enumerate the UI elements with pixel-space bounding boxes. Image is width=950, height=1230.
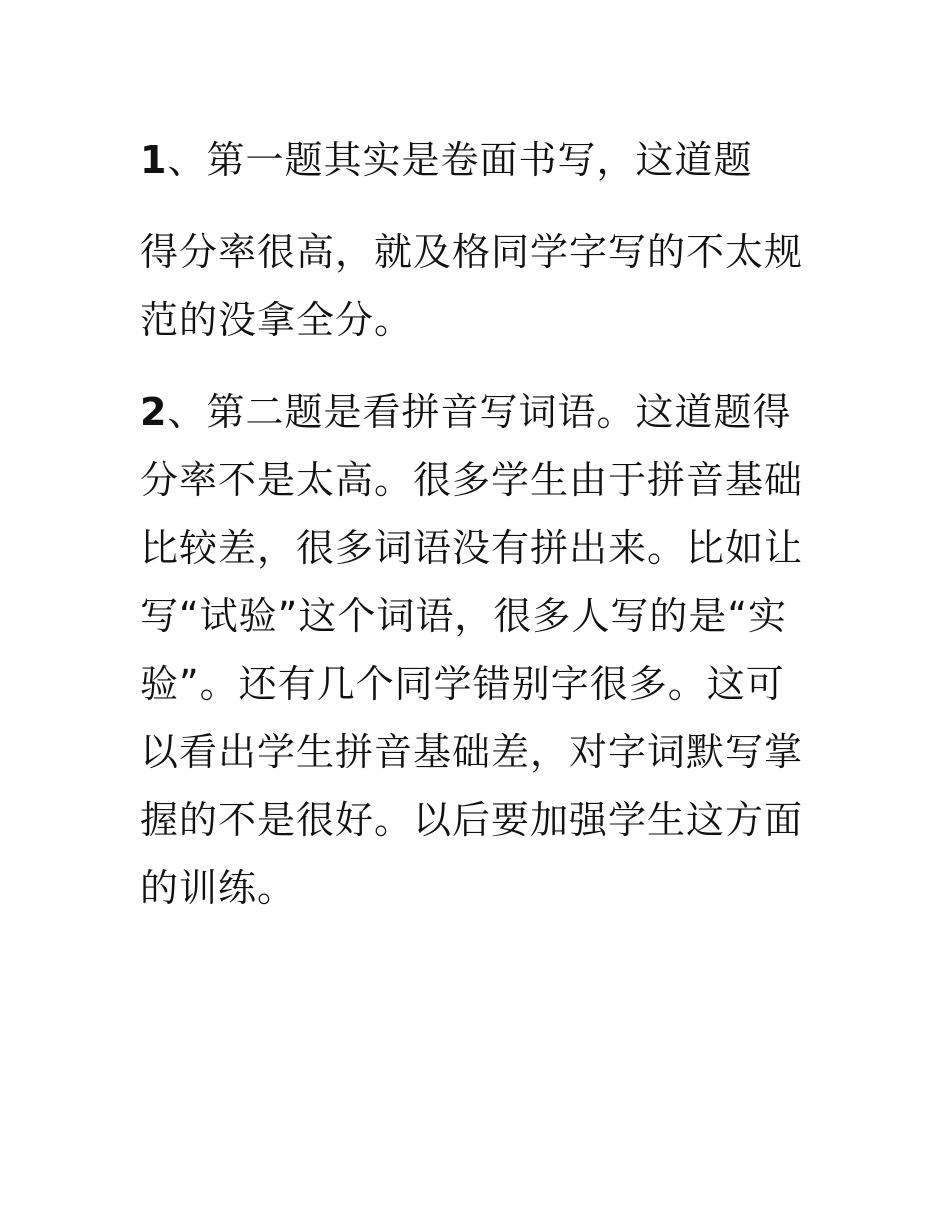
paragraph-text: 、第二题是看拼音写词语。这道题得分率不是太高。很多学生由于拼音基础比较差，很多词语没有拼出来。比如让写“试验”这个词语，很多人写的是“实验”。还有几个同学错别字很多。这可以看出学生拼音基础差，对字词默写掌握的不是很好。以后要加强学生这方面的训练。 — [140, 390, 804, 910]
document-body — [140, 126, 812, 946]
paragraph-text: 、第一题其实是卷面书写，这道题 — [167, 138, 753, 182]
paragraph-number: 1 — [140, 138, 168, 182]
paragraph-1 — [140, 126, 812, 194]
paragraph-3 — [140, 378, 812, 922]
paragraph-number: 2 — [140, 390, 168, 434]
paragraph-2 — [140, 218, 812, 354]
paragraph-text: 得分率很高，就及格同学字写的不太规范的没拿全分。 — [140, 230, 804, 342]
